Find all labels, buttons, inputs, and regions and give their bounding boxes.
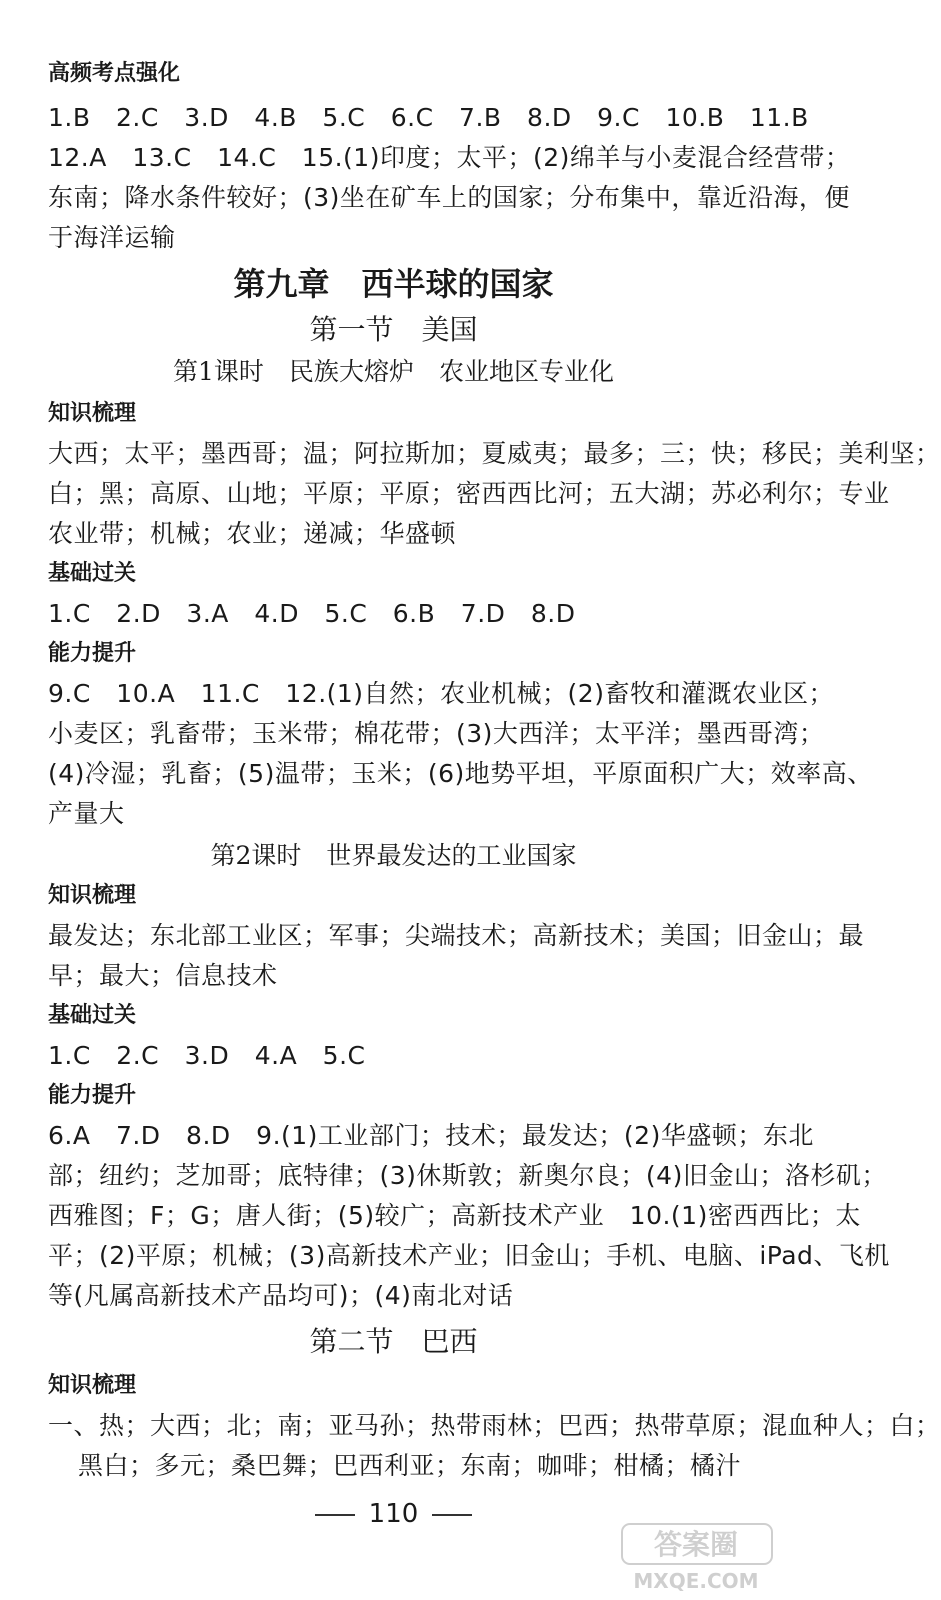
answer-line: 平；(2)平原；机械；(3)高新技术产业；旧金山；手机、电脑、iPad、飞机 [48, 1241, 890, 1270]
answer-line: 大西；太平；墨西哥；温；阿拉斯加；夏威夷；最多；三；快；移民；美利坚； [48, 439, 941, 468]
heading-ability: 能力提升 [48, 641, 137, 666]
answer-line: 1.C 2.D 3.A 4.D 5.C 6.B 7.D 8.D [48, 599, 576, 628]
answer-line: 最发达；东北部工业区；军事；尖端技术；高新技术；美国；旧金山；最 [48, 921, 865, 950]
answer-line: 1.B 2.C 3.D 4.B 5.C 6.C 7.B 8.D 9.C 10.B 11.B [48, 103, 809, 132]
watermark-text-2: MXQE.COM [633, 1569, 759, 1593]
lesson-title: 第2课时 世界最发达的工业国家 [210, 841, 577, 870]
answer-line: 早；最大；信息技术 [48, 961, 278, 990]
answer-line: 农业带；机械；农业；递减；华盛顿 [48, 519, 457, 548]
answer-line: 1.C 2.C 3.D 4.A 5.C [48, 1041, 366, 1070]
answer-line: (4)冷湿；乳畜；(5)温带；玉米；(6)地势平坦，平原面积广大；效率高、 [48, 759, 873, 788]
dash-left [315, 1514, 355, 1516]
watermark-text-1: 答案圈 [653, 1528, 739, 1561]
answer-line: 于海洋运输 [48, 223, 176, 252]
answer-line: 白；黑；高原、山地；平原；平原；密西西比河；五大湖；苏必利尔；专业 [48, 479, 890, 508]
heading-ability: 能力提升 [48, 1083, 137, 1108]
answer-line: 西雅图；F；G；唐人街；(5)较广；高新技术产业 10.(1)密西西比；太 [48, 1201, 861, 1230]
answer-line: 6.A 7.D 8.D 9.(1)工业部门；技术；最发达；(2)华盛顿；东北 [48, 1121, 814, 1150]
page-number-text: 110 [368, 1499, 419, 1529]
heading-knowledge: 知识梳理 [48, 1373, 137, 1398]
answer-line: 9.C 10.A 11.C 12.(1)自然；农业机械；(2)畜牧和灌溉农业区； [48, 679, 834, 708]
answer-line: 一、热；大西；北；南；亚马孙；热带雨林；巴西；热带草原；混血种人；白； [48, 1411, 941, 1440]
heading-basic: 基础过关 [48, 1003, 137, 1028]
heading-basic: 基础过关 [48, 561, 137, 586]
answer-line: 12.A 13.C 14.C 15.(1)印度；太平；(2)绵羊与小麦混合经营带； [48, 143, 851, 172]
section-title: 第二节 巴西 [309, 1325, 478, 1358]
answer-line: 黑白；多元；桑巴舞；巴西利亚；东南；咖啡；柑橘；橘汁 [78, 1451, 742, 1480]
answer-line: 等(凡属高新技术产品均可)；(4)南北对话 [48, 1281, 514, 1310]
heading-knowledge: 知识梳理 [48, 401, 137, 426]
chapter-title: 第九章 西半球的国家 [233, 265, 554, 303]
answer-line: 部；纽约；芝加哥；底特律；(3)休斯敦；新奥尔良；(4)旧金山；洛杉矶； [48, 1161, 887, 1190]
heading-high-frequency: 高频考点强化 [48, 61, 181, 86]
answer-line: 产量大 [48, 799, 125, 828]
answer-line: 小麦区；乳畜带；玉米带；棉花带；(3)大西洋；太平洋；墨西哥湾； [48, 719, 825, 748]
heading-knowledge: 知识梳理 [48, 883, 137, 908]
dash-right [432, 1514, 472, 1516]
lesson-title: 第1课时 民族大熔炉 农业地区专业化 [173, 357, 614, 386]
answer-line: 东南；降水条件较好；(3)坐在矿车上的国家；分布集中，靠近沿海，便 [48, 183, 850, 212]
watermark-logo [620, 1520, 780, 1596]
section-title: 第一节 美国 [309, 313, 478, 346]
